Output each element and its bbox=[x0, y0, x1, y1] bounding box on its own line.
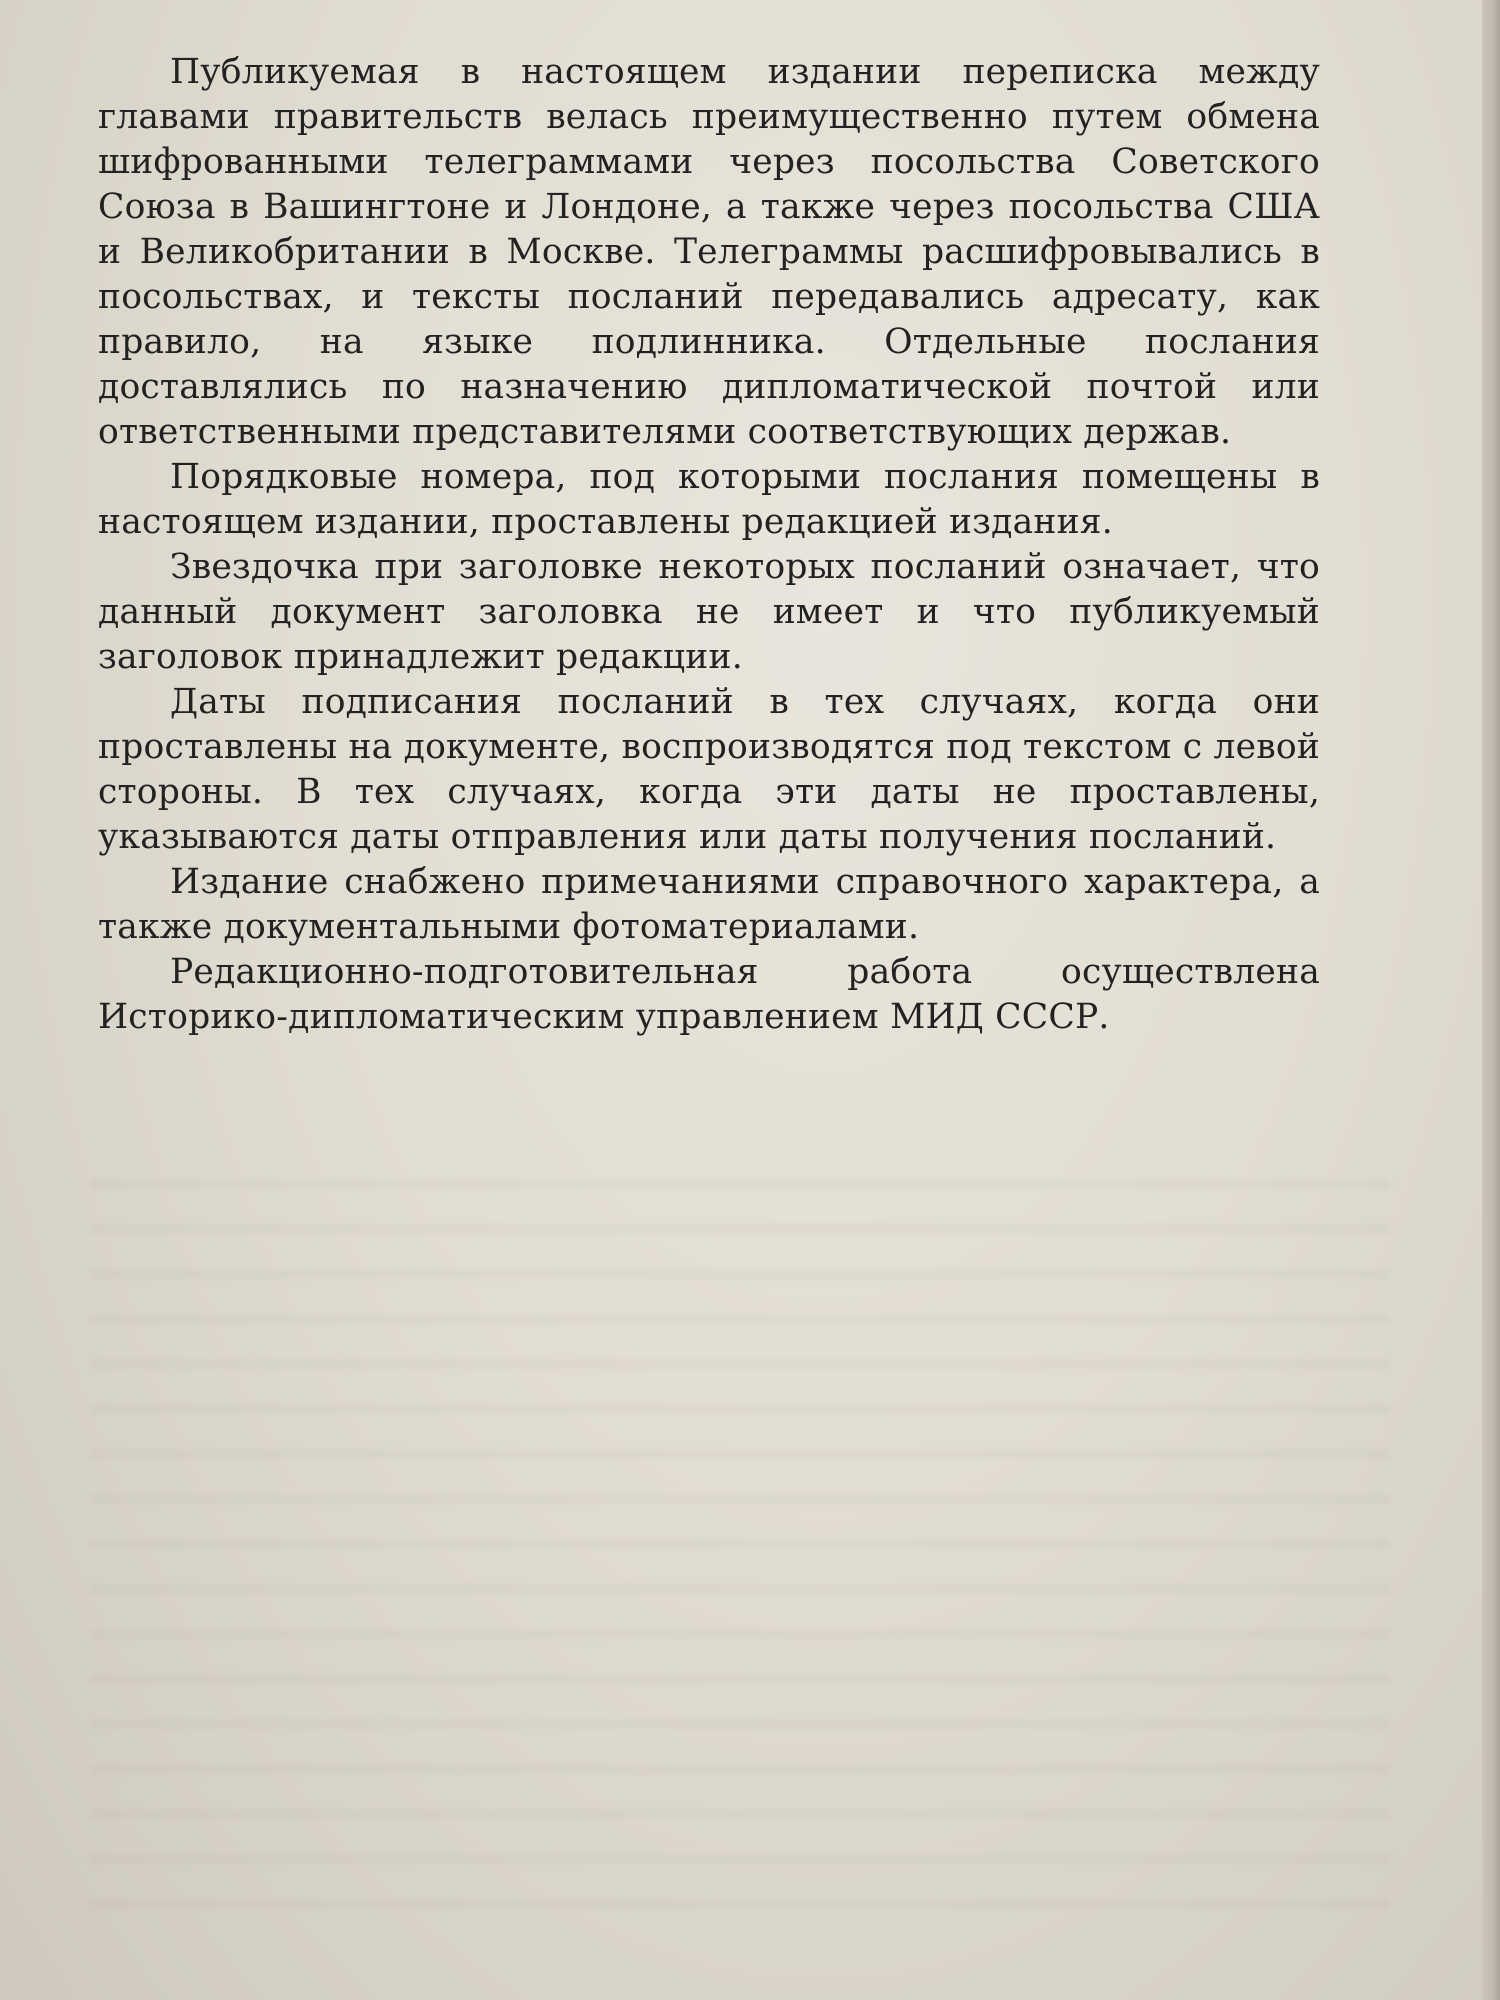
paragraph: Издание снабжено примечаниями справочного характера, а также документальными фотоматериалами. bbox=[98, 862, 1320, 947]
paragraph: Публикуемая в настоящем издании переписка между главами правительств велась преимущественно путем обмена шифрованными телеграммами через посольства Советского Союза в Вашингтоне и Лондоне, а также через посольства США и Великобритании в Москве. Телеграммы расшифровывались в посольствах, и тексты посланий передавались адресату, как правило, на языке подлинника. Отдельные послания доставлялись по назначению дипломатической почтой или ответственными представителями соответствующих держав. bbox=[98, 52, 1320, 452]
page-edge bbox=[1482, 0, 1500, 2000]
body-text bbox=[98, 50, 1320, 1040]
paragraph: Звездочка при заголовке некоторых посланий означает, что данный документ заголовка не имеет и что публикуемый заголовок принадлежит редакции. bbox=[98, 547, 1320, 677]
show-through-text bbox=[90, 1150, 1390, 1930]
paragraph: Порядковые номера, под которыми послания помещены в настоящем издании, проставлены редакцией издания. bbox=[98, 457, 1320, 542]
paragraph: Редакционно-подготовительная работа осуществлена Историко-дипломатическим управлением МИД СССР. bbox=[98, 952, 1320, 1037]
paragraph: Даты подписания посланий в тех случаях, когда они проставлены на документе, воспроизводятся под текстом с левой стороны. В тех случаях, когда эти даты не проставлены, указываются даты отправления или даты получения посланий. bbox=[98, 682, 1320, 857]
